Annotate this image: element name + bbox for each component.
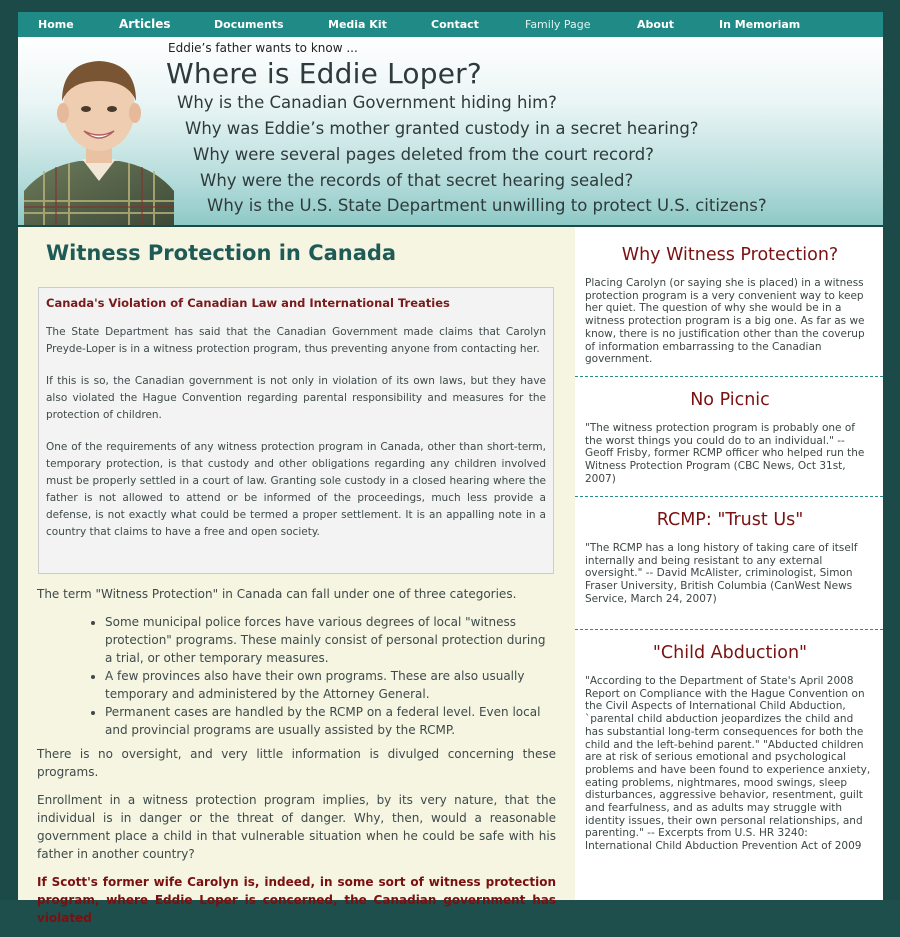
sidebar-section-title: Why Witness Protection?: [621, 245, 839, 265]
divider: [575, 376, 883, 377]
article-body: [37, 585, 556, 937]
nav-articles[interactable]: Articles: [119, 17, 171, 31]
banner-ask: Eddie’s father wants to know ...: [168, 41, 358, 55]
divider: [575, 496, 883, 497]
nav-documents[interactable]: Documents: [214, 18, 284, 31]
banner-question: Why was Eddie’s mother granted custody in a secret hearing?: [185, 119, 699, 138]
list-item: • Some municipal police forces have various degrees of local "witness protection" programs. These mainly consist of personal protection during a trial, or other temporary measures.: [105, 613, 556, 667]
nav-contact[interactable]: Contact: [431, 18, 479, 31]
banner-title: Where is Eddie Loper?: [166, 57, 482, 90]
sidebar-section: [585, 245, 875, 366]
callout-heading: Canada's Violation of Canadian Law and International Treaties: [46, 296, 450, 310]
sidebar-section-title: RCMP: "Trust Us": [656, 510, 804, 530]
list-item: • Permanent cases are handled by the RCMP on a federal level. Even local and provincial programs are usually assisted by the RCMP.: [105, 703, 556, 739]
violation-callout-box: [38, 287, 554, 574]
main-content: [18, 227, 575, 925]
callout-paragraph: If this is so, the Canadian government is not only in violation of its own laws, but they have also violated the Hague Convention regarding parental responsibility and measures for the protection of children.: [46, 375, 546, 421]
banner-question: Why is the U.S. State Department unwilling to protect U.S. citizens?: [207, 196, 767, 215]
enrollment-paragraph: Enrollment in a witness protection program implies, by its very nature, that the individual is in danger or the threat of danger. Why, then, would a reasonable government place a child in that vulnerable situation when he could be safe with his father in another country?: [37, 793, 556, 861]
sidebar-section-title: No Picnic: [690, 390, 770, 410]
header-banner: [18, 37, 883, 225]
nav-family-page[interactable]: Family Page: [525, 18, 591, 31]
sidebar-section-text: Placing Carolyn (or saying she is placed) in a witness protection program is a very convenient way to keep her quiet. The question of why she would be in a witness protection program is a big one. As far as we know, there is no justification other than the coverup of information embarrassing to the Canadian government.: [585, 277, 865, 366]
sidebar-section: [585, 390, 875, 486]
category-list: [37, 613, 556, 739]
callout-paragraph: One of the requirements of any witness protection program in Canada, other than short-term, temporary protection, is that custody and other obligations regarding any children involved must be properly settled in a court of law. Granting sole custody in a closed hearing where the father is not allowed to attend or be informed of the proceedings, much less provide a defense, is not exactly what could be termed a proper settlement. It is an appalling note in a country that claims to have a free and open society.: [46, 441, 546, 538]
divider: [575, 629, 883, 630]
nav-in-memoriam[interactable]: In Memoriam: [719, 18, 801, 31]
intro-paragraph: The term "Witness Protection" in Canada can fall under one of three categories.: [37, 587, 517, 601]
banner-question: Why is the Canadian Government hiding him?: [177, 93, 557, 112]
sidebar: [575, 227, 883, 900]
nav-home[interactable]: Home: [38, 18, 74, 31]
callout-paragraph: The State Department has said that the Canadian Government made claims that Carolyn Preyde-Loper is in a witness protection program, thus preventing anyone from contacting her.: [46, 326, 546, 355]
oversight-paragraph: There is no oversight, and very little information is divulged concerning these programs.: [37, 747, 556, 779]
list-item: • A few provinces also have their own programs. These are also usually temporary and administered by the Attorney General.: [105, 667, 556, 703]
page-title: Witness Protection in Canada: [46, 241, 397, 265]
top-nav: [18, 12, 883, 38]
banner-question: Why were the records of that secret hearing sealed?: [200, 171, 634, 190]
sidebar-section: [585, 643, 875, 853]
sidebar-section-title: "Child Abduction": [652, 643, 808, 663]
sidebar-section-text: "The RCMP has a long history of taking care of itself internally and being resistant to any external oversight." -- David McAlister, criminologist, Simon Fraser University, British Columbia (CanWest News Service, March 24, 2007): [585, 542, 858, 605]
banner-question: Why were several pages deleted from the court record?: [193, 145, 654, 164]
boy-portrait-image: [24, 41, 174, 225]
sidebar-section: [585, 510, 875, 606]
nav-about[interactable]: About: [637, 18, 675, 31]
nav-media-kit[interactable]: Media Kit: [328, 18, 387, 31]
highlight-paragraph: If Scott's former wife Carolyn is, indeed, in some sort of witness protection program, where Eddie Loper is concerned, the Canadian government has violated: [37, 875, 556, 925]
sidebar-section-text: "According to the Department of State's April 2008 Report on Compliance with the Hague Convention on the Civil Aspects of International Child Abduction, `parental child abduction jeopardizes the child and has substantial long-term consequences for both the child and the left-behind parent." "Abducted children are at risk of serious emotional and psychological problems and have been found to experience anxiety, eating problems, nightmares, mood swings, sleep disturbances, aggressive behavior, resentment, guilt and fearfulness, and as adults may struggle with identity issues, their own personal relationships, and parenting." -- Excerpts from U.S. HR 3240: International Child Abduction Prevention Act of 2009: [585, 675, 871, 853]
sidebar-section-text: "The witness protection program is probably one of the worst things you could do to an individual." -- Geoff Frisby, former RCMP officer who helped run the Witness Protection Program (CBC News, Oct 31st, 2007): [585, 422, 865, 485]
